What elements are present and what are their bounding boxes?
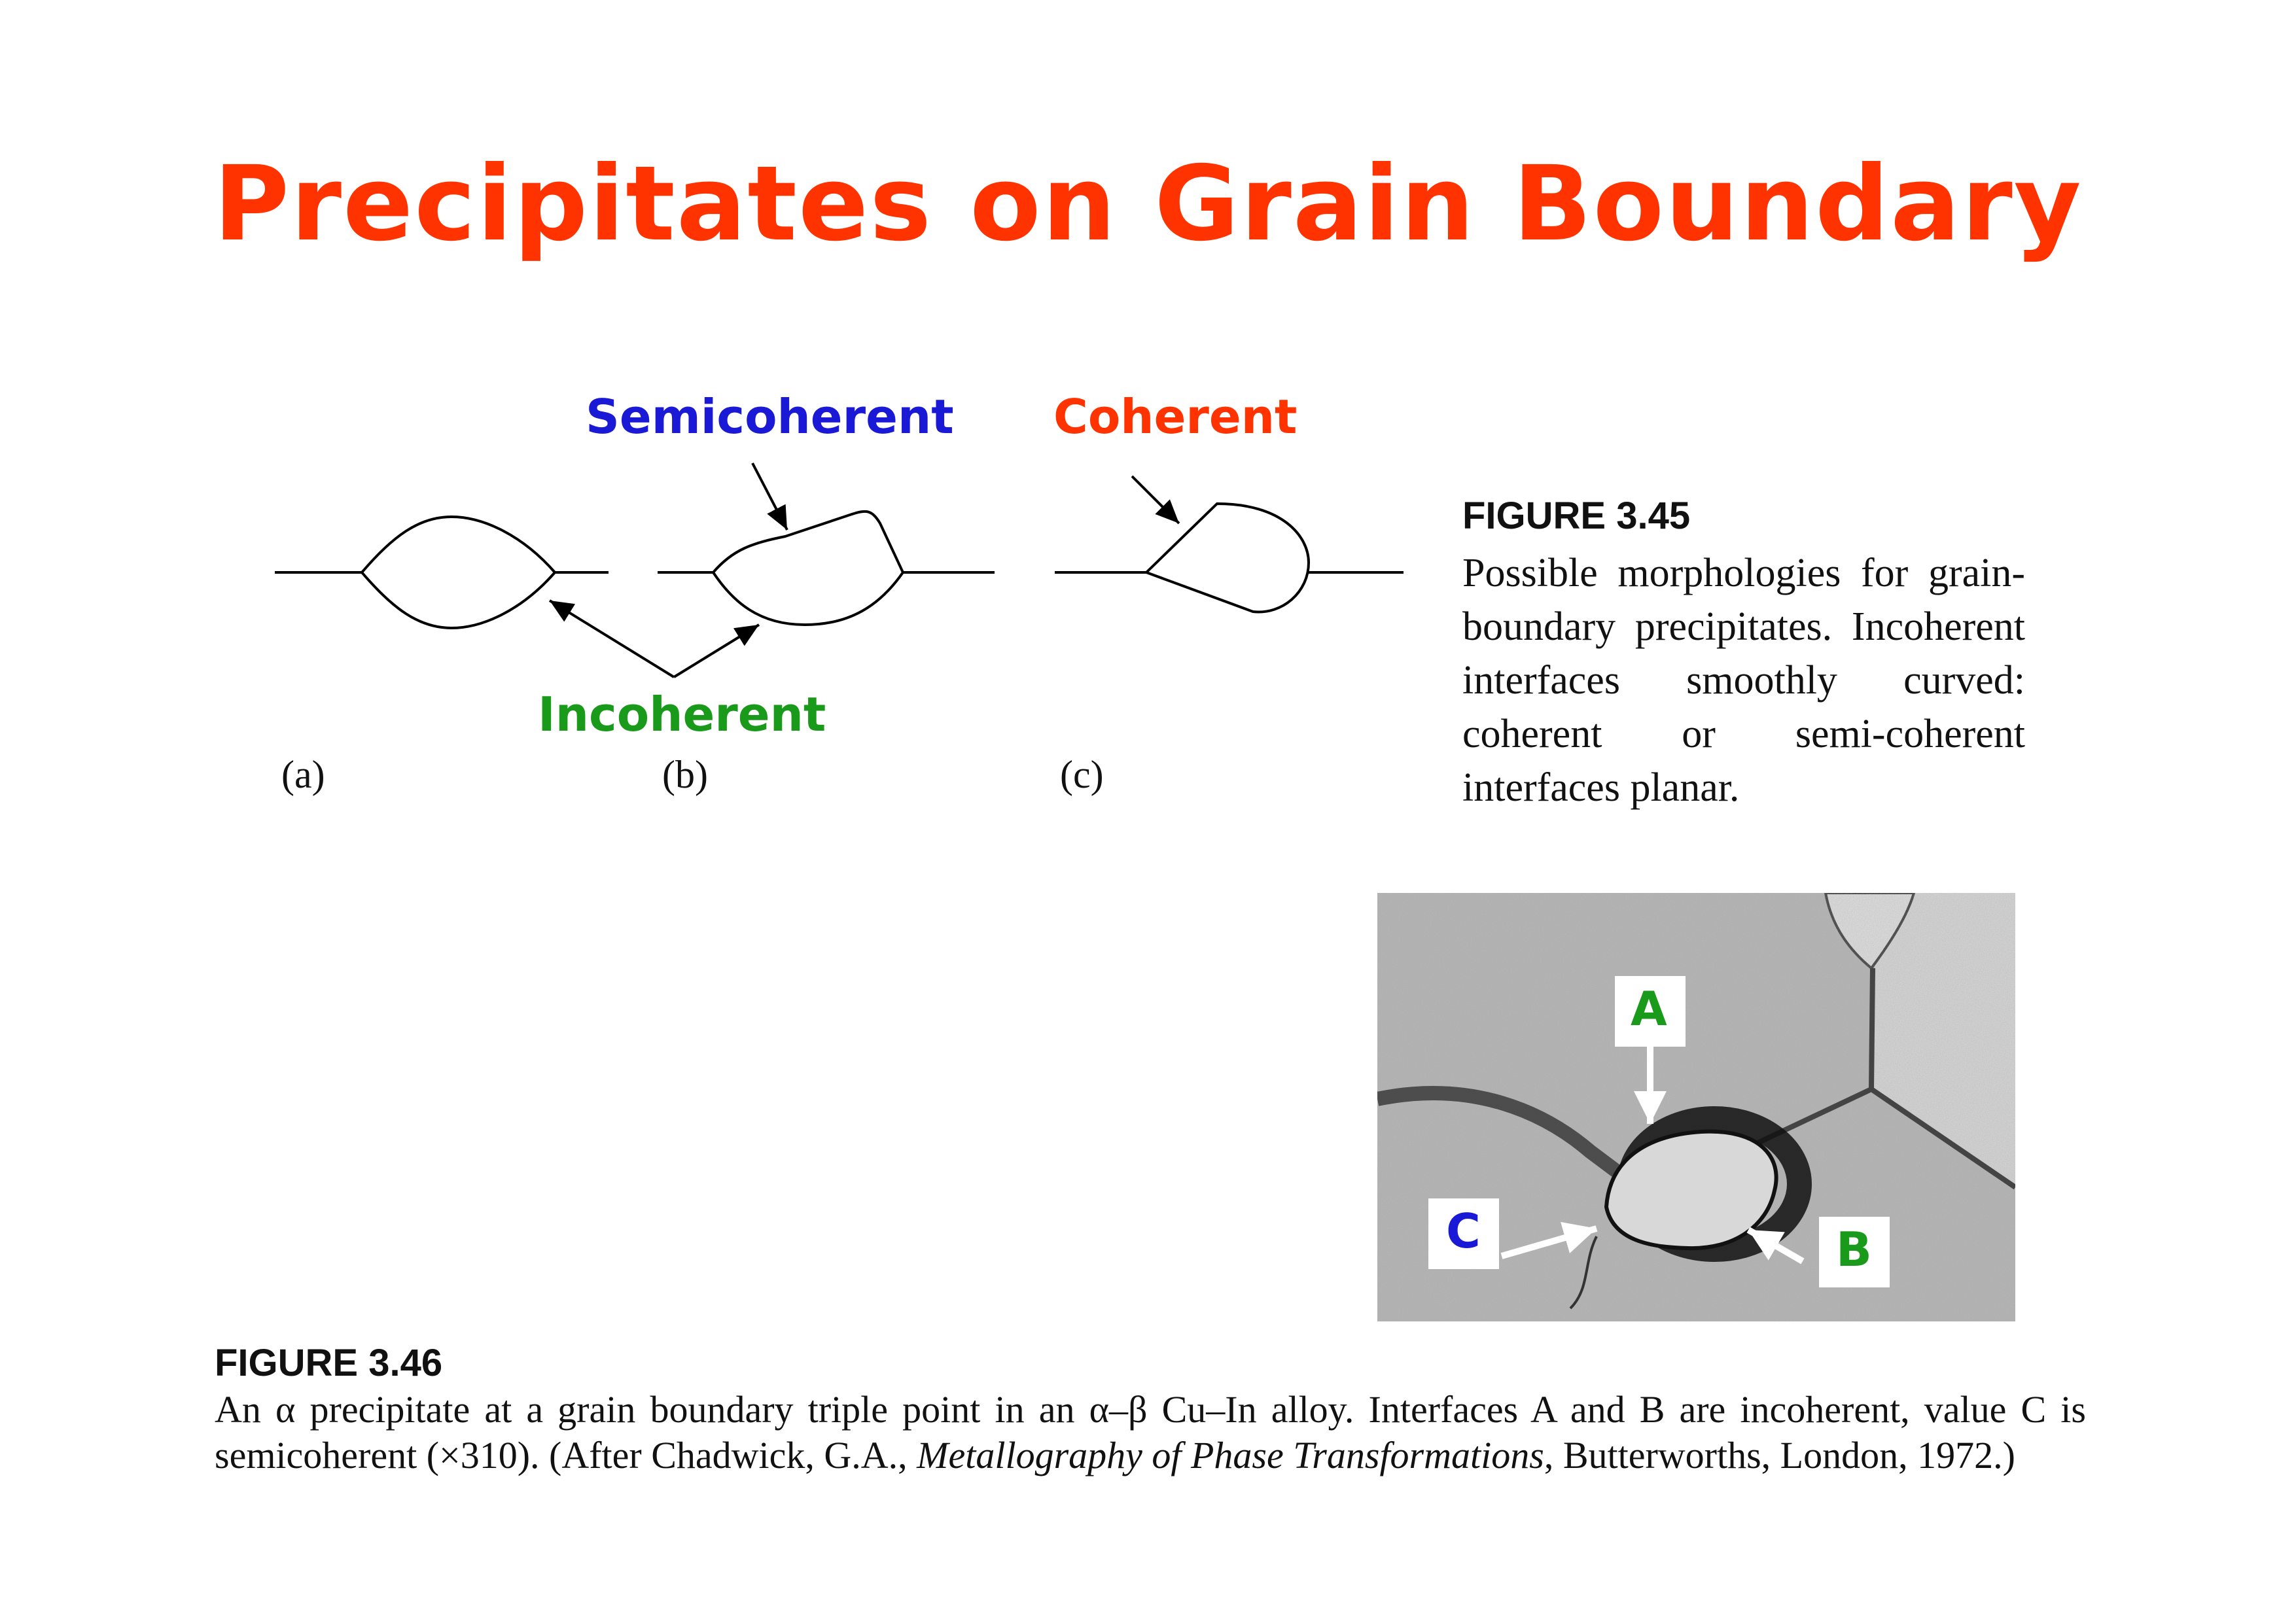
morphology-c	[1055, 504, 1404, 612]
sublabel-c: (c)	[1060, 753, 1104, 796]
label-semicoherent: Semicoherent	[586, 389, 954, 444]
figure-3-46-caption	[215, 1387, 2086, 1478]
morphology-a	[275, 517, 609, 628]
figure-3-45-title: FIGURE 3.45	[1462, 495, 1691, 537]
morphology-b	[658, 512, 995, 625]
label-incoherent: Incoherent	[538, 687, 826, 742]
sublabel-a: (a)	[281, 753, 325, 796]
figure-3-46-title: FIGURE 3.46	[215, 1342, 443, 1384]
slide-title: Precipitates on Grain Boundary	[213, 144, 2083, 264]
sublabel-b: (b)	[662, 753, 708, 796]
caption-part2: , Butterworths, London, 1972.)	[1544, 1434, 2015, 1476]
caption-italic: Metallography of Phase Transformations	[917, 1434, 1544, 1476]
micrograph-label-b: B	[1836, 1222, 1872, 1277]
micrograph-label-a: A	[1631, 981, 1667, 1036]
caption-part1: An α precipitate at a grain boundary triple point in an α–β Cu–In alloy. Interfaces A and B are incoherent, value C is semicoherent (×310). (After Chadwick, G.A.,	[215, 1388, 2086, 1476]
micrograph-label-c: C	[1446, 1204, 1481, 1259]
label-coherent: Coherent	[1053, 389, 1298, 444]
figure-3-45-caption: Possible morphologies for grain-boundary precipitates. Incoherent interfaces smoothly curved: coherent or semi-coherent interfaces planar.	[1462, 551, 2025, 810]
annotation-arrows	[550, 463, 1179, 677]
